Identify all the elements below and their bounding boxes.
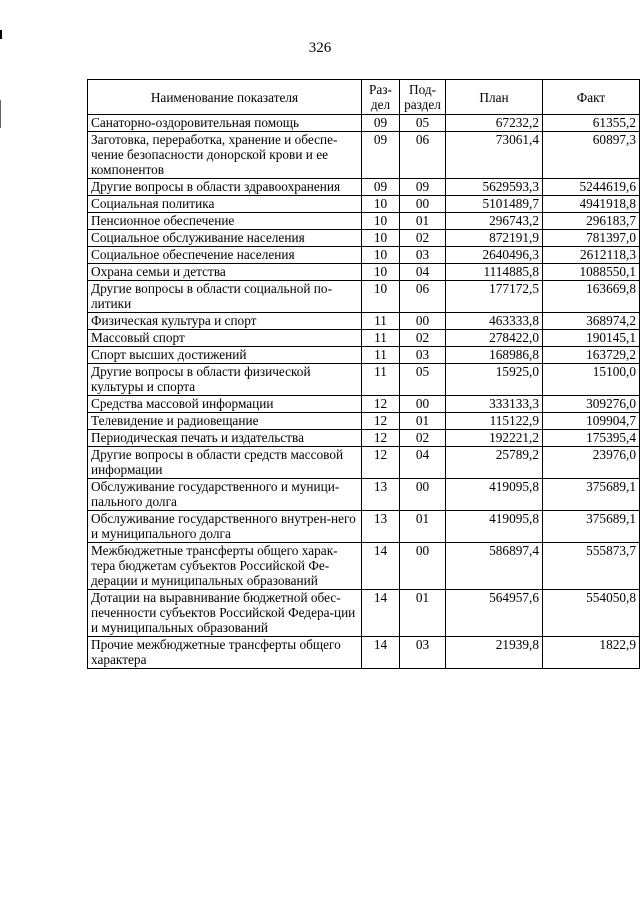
cell-subsection: 05 — [400, 115, 446, 132]
scan-edge-mark — [0, 100, 1, 128]
cell-name: Социальное обеспечение населения — [88, 247, 362, 264]
cell-subsection: 09 — [400, 179, 446, 196]
cell-plan: 15925,0 — [446, 364, 543, 396]
cell-fact: 375689,1 — [543, 511, 640, 543]
cell-name: Охрана семьи и детства — [88, 264, 362, 281]
cell-fact: 15100,0 — [543, 364, 640, 396]
table-row — [88, 447, 640, 479]
cell-name: Прочие межбюджетные трансферты общего характера — [88, 637, 362, 669]
cell-fact: 190145,1 — [543, 330, 640, 347]
cell-fact: 4941918,8 — [543, 196, 640, 213]
table-row — [88, 213, 640, 230]
cell-name: Межбюджетные трансферты общего харак-тера бюджетам субъектов Российской Фе-дерации и муниципальных образований — [88, 543, 362, 590]
cell-fact: 368974,2 — [543, 313, 640, 330]
table-row — [88, 196, 640, 213]
cell-plan: 564957,6 — [446, 590, 543, 637]
cell-name: Дотации на выравнивание бюджетной обес-печенности субъектов Российской Федера-ции и муниципальных образований — [88, 590, 362, 637]
cell-plan: 73061,4 — [446, 132, 543, 179]
cell-plan: 177172,5 — [446, 281, 543, 313]
cell-fact: 109904,7 — [543, 413, 640, 430]
cell-name: Обслуживание государственного и муници-пального долга — [88, 479, 362, 511]
cell-fact: 555873,7 — [543, 543, 640, 590]
cell-section: 09 — [362, 179, 400, 196]
cell-section: 12 — [362, 447, 400, 479]
cell-section: 11 — [362, 364, 400, 396]
cell-fact: 296183,7 — [543, 213, 640, 230]
cell-section: 11 — [362, 330, 400, 347]
cell-section: 14 — [362, 637, 400, 669]
cell-name: Другие вопросы в области здравоохранения — [88, 179, 362, 196]
cell-plan: 115122,9 — [446, 413, 543, 430]
cell-plan: 872191,9 — [446, 230, 543, 247]
cell-plan: 5101489,7 — [446, 196, 543, 213]
cell-plan: 21939,8 — [446, 637, 543, 669]
cell-section: 14 — [362, 590, 400, 637]
cell-subsection: 01 — [400, 213, 446, 230]
cell-section: 10 — [362, 264, 400, 281]
header-plan: План — [446, 80, 543, 115]
table-row — [88, 247, 640, 264]
cell-fact: 554050,8 — [543, 590, 640, 637]
cell-plan: 168986,8 — [446, 347, 543, 364]
table-row — [88, 313, 640, 330]
cell-plan: 278422,0 — [446, 330, 543, 347]
table-row — [88, 132, 640, 179]
cell-name: Обслуживание государственного внутрен-него и муниципального долга — [88, 511, 362, 543]
cell-name: Социальное обслуживание населения — [88, 230, 362, 247]
cell-subsection: 04 — [400, 264, 446, 281]
cell-subsection: 03 — [400, 347, 446, 364]
table-row — [88, 281, 640, 313]
table-header-row — [88, 80, 640, 115]
cell-plan: 586897,4 — [446, 543, 543, 590]
table-row — [88, 230, 640, 247]
cell-fact: 1088550,1 — [543, 264, 640, 281]
header-subsection-line2: раздел — [404, 97, 441, 112]
cell-subsection: 00 — [400, 396, 446, 413]
cell-section: 09 — [362, 115, 400, 132]
cell-name: Санаторно-оздоровительная помощь — [88, 115, 362, 132]
table-row — [88, 179, 640, 196]
cell-subsection: 00 — [400, 543, 446, 590]
cell-fact: 5244619,6 — [543, 179, 640, 196]
table-row — [88, 511, 640, 543]
header-section-line2: дел — [370, 97, 391, 112]
table-row — [88, 264, 640, 281]
cell-subsection: 02 — [400, 230, 446, 247]
cell-section: 13 — [362, 511, 400, 543]
cell-name: Физическая культура и спорт — [88, 313, 362, 330]
cell-subsection: 05 — [400, 364, 446, 396]
cell-subsection: 00 — [400, 313, 446, 330]
cell-subsection: 02 — [400, 330, 446, 347]
table-row — [88, 479, 640, 511]
header-fact: Факт — [543, 80, 640, 115]
cell-section: 12 — [362, 413, 400, 430]
table-row — [88, 543, 640, 590]
cell-name: Спорт высших достижений — [88, 347, 362, 364]
table-row — [88, 364, 640, 396]
table-row — [88, 396, 640, 413]
cell-fact: 781397,0 — [543, 230, 640, 247]
cell-name: Другие вопросы в области физической культуры и спорта — [88, 364, 362, 396]
cell-plan: 1114885,8 — [446, 264, 543, 281]
cell-plan: 333133,3 — [446, 396, 543, 413]
cell-plan: 296743,2 — [446, 213, 543, 230]
header-section-line1: Раз- — [369, 82, 392, 97]
cell-fact: 60897,3 — [543, 132, 640, 179]
cell-name: Средства массовой информации — [88, 396, 362, 413]
header-name: Наименование показателя — [88, 80, 362, 115]
cell-subsection: 06 — [400, 132, 446, 179]
cell-name: Заготовка, переработка, хранение и обеспе-чение безопасности донорской крови и ее компонентов — [88, 132, 362, 179]
cell-fact: 309276,0 — [543, 396, 640, 413]
cell-subsection: 01 — [400, 511, 446, 543]
cell-name: Другие вопросы в области социальной по-литики — [88, 281, 362, 313]
cell-section: 11 — [362, 313, 400, 330]
cell-section: 10 — [362, 196, 400, 213]
budget-table — [87, 79, 640, 669]
cell-name: Пенсионное обеспечение — [88, 213, 362, 230]
table-row — [88, 413, 640, 430]
cell-subsection: 01 — [400, 413, 446, 430]
table-row — [88, 430, 640, 447]
cell-plan: 25789,2 — [446, 447, 543, 479]
cell-name: Периодическая печать и издательства — [88, 430, 362, 447]
table-row — [88, 637, 640, 669]
cell-fact: 163729,2 — [543, 347, 640, 364]
cell-name: Телевидение и радиовещание — [88, 413, 362, 430]
table-row — [88, 115, 640, 132]
cell-fact: 163669,8 — [543, 281, 640, 313]
cell-section: 10 — [362, 247, 400, 264]
cell-subsection: 06 — [400, 281, 446, 313]
cell-subsection: 03 — [400, 247, 446, 264]
cell-name: Массовый спорт — [88, 330, 362, 347]
cell-fact: 1822,9 — [543, 637, 640, 669]
cell-section: 09 — [362, 132, 400, 179]
cell-plan: 463333,8 — [446, 313, 543, 330]
cell-subsection: 01 — [400, 590, 446, 637]
table-row — [88, 590, 640, 637]
header-subsection — [400, 80, 446, 115]
cell-name: Другие вопросы в области средств массовой информации — [88, 447, 362, 479]
cell-section: 14 — [362, 543, 400, 590]
cell-section: 13 — [362, 479, 400, 511]
cell-subsection: 00 — [400, 479, 446, 511]
cell-section: 11 — [362, 347, 400, 364]
cell-plan: 419095,8 — [446, 479, 543, 511]
page-number: 326 — [308, 40, 332, 56]
header-subsection-line1: Под- — [408, 82, 437, 97]
cell-section: 10 — [362, 281, 400, 313]
cell-fact: 375689,1 — [543, 479, 640, 511]
cell-fact: 2612118,3 — [543, 247, 640, 264]
cell-subsection: 02 — [400, 430, 446, 447]
cell-fact: 175395,4 — [543, 430, 640, 447]
cell-plan: 419095,8 — [446, 511, 543, 543]
table-row — [88, 330, 640, 347]
cell-section: 10 — [362, 230, 400, 247]
scan-edge-mark — [0, 30, 2, 39]
cell-subsection: 04 — [400, 447, 446, 479]
cell-plan: 67232,2 — [446, 115, 543, 132]
cell-section: 12 — [362, 430, 400, 447]
cell-plan: 5629593,3 — [446, 179, 543, 196]
cell-subsection: 03 — [400, 637, 446, 669]
cell-fact: 61355,2 — [543, 115, 640, 132]
cell-section: 10 — [362, 213, 400, 230]
cell-name: Социальная политика — [88, 196, 362, 213]
header-section — [362, 80, 400, 115]
cell-subsection: 00 — [400, 196, 446, 213]
cell-section: 12 — [362, 396, 400, 413]
cell-fact: 23976,0 — [543, 447, 640, 479]
cell-plan: 2640496,3 — [446, 247, 543, 264]
table-row — [88, 347, 640, 364]
cell-plan: 192221,2 — [446, 430, 543, 447]
